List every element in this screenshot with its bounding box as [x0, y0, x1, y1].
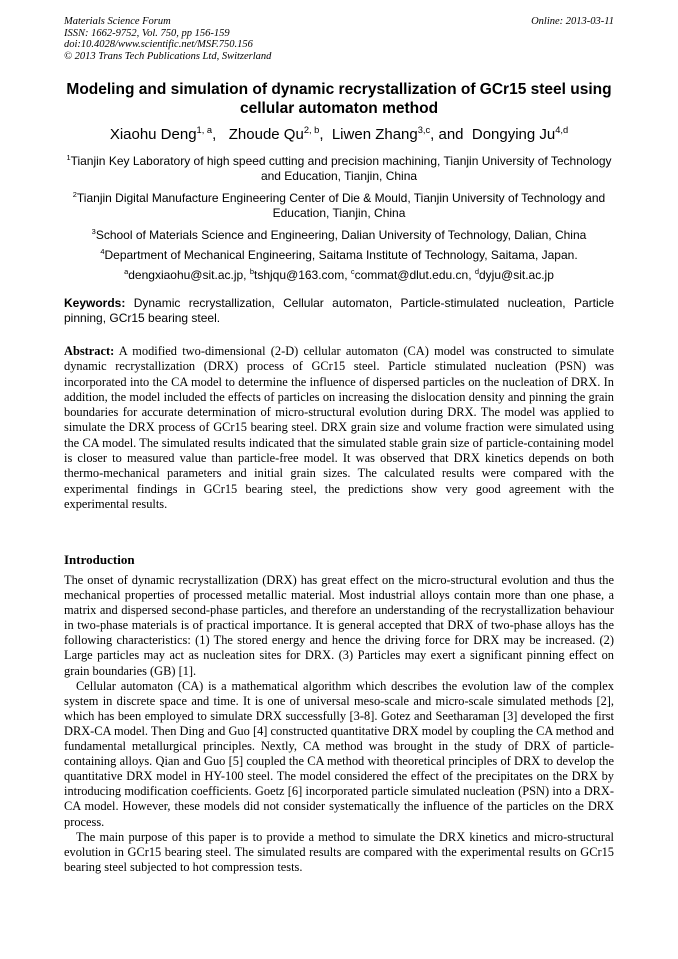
keywords-label: Keywords: — [64, 296, 126, 310]
affiliation-3 — [60, 228, 618, 243]
author-separator: , — [319, 126, 328, 143]
email-marker: c — [350, 267, 355, 276]
online-date: Online: 2013-03-11 — [531, 16, 614, 27]
affiliation-text: Tianjin Key Laboratory of high speed cutting and precision machining, Tianjin University of Technology and Education, Tianjin, China — [70, 154, 612, 183]
abstract-text: A modified two-dimensional (2-D) cellular automaton (CA) model was constructed to simulate dynamic recrystallization (DRX) process of GCr15 steel. Particle stimulated nucleation (PSN) was incorporated into the CA model to determine the influence of dispersed particles on the nucleation of DRX. In addition, the model included the effects of particles on increasing the dislocation density and pinning the grain boundaries for accurate determination of micro-structural evolution during DRX. The model was applied to simulate the DRX process of GCr15 bearing steel. DRX grain size and volume fraction were simulated using the CA model. The simulated results indicated that the simulated stable grain size of particle-containing model is closer to measured value than particle-free model. It was observed that DRX kinetics depends on both thermo-mechanical parameters and initial grain sizes. The calculated results were compared with the experimental findings in GCr15 bearing steel, the predictions show very good agreement with the experimental results. — [64, 344, 614, 511]
abstract-block — [64, 344, 614, 512]
author-marker: 4,d — [555, 125, 569, 135]
author-marker: 3,c — [417, 125, 431, 135]
keywords-block — [64, 296, 618, 326]
email-list — [60, 268, 618, 283]
paragraph: The main purpose of this paper is to provide a method to simulate the DRX kinetics and micro-structural evolution in GCr15 bearing steel. The simulated results are compared with the experimental results on GCr15 bearing steel subjected to hot compression tests. — [64, 829, 614, 874]
paragraph: Cellular automaton (CA) is a mathematical algorithm which describes the evolution law of the complex system in discrete space and time. It is one of universal meso-scale and micro-scale simulated methods [2], which has been employed to simulate DRX successfully [3-8]. Gotez and Seetharaman [3] developed the first DRX-CA model. Then Ding and Guo [4] constructed quantitative DRX model by coupling the CA method and fundamental metallurgical principles. Nextly, CA method was brought in the study of DRX of particle-containing alloys. Qian and Guo [5] coupled the CA method with theoretical principles of DRX to develop the quantitative DRX model in HY-100 steel. The model considered the effect of the precipitates on the DRX by introducing modification coefficients. Goetz [6] incorporated particle simulated nucleation (PSN) into a DRX-CA model. However, these models did not consider systematically the influence of the particles on the DRX process. — [64, 678, 614, 829]
email-address: commat@dlut.edu.cn — [354, 268, 469, 282]
doi-line: doi:10.4028/www.scientific.net/MSF.750.156 — [64, 39, 253, 50]
affiliation-number: 1 — [66, 153, 71, 162]
affiliation-text: School of Materials Science and Engineering, Dalian University of Technology, Dalian, China — [95, 228, 587, 242]
author-name: Xiaohu Deng — [109, 126, 197, 143]
author-separator: , — [212, 126, 225, 143]
author-name: Dongying Ju — [471, 126, 556, 143]
author-list — [40, 126, 638, 144]
email-separator: , — [344, 268, 351, 282]
issn-line: ISSN: 1662-9752, Vol. 750, pp 156-159 — [64, 27, 230, 39]
author-marker: 2, b — [303, 125, 320, 135]
email-separator: , — [243, 268, 250, 282]
paragraph: The onset of dynamic recrystallization (DRX) has great effect on the micro-structural evolution and thus the mechanical properties of processed metallic material. Most industrial alloys contain more than one phase, a matrix and dispersed second-phase particles, and therefore an understanding of the recrystallization behaviour in two-phase materials is of practical importance. It is general accepted that DRX of two-phase alloys has the following characteristics: (1) The stored energy and hence the driving force for DRX may be increased. (2) Large particles may act as nucleation sites for DRX. (3) Particles may exert a significant pinning effect on grain boundaries (GB) [1]. — [64, 573, 614, 678]
author-name: Zhoude Qu — [228, 126, 304, 143]
affiliation-text: Department of Mechanical Engineering, Saitama Institute of Technology, Saitama, Japan. — [104, 248, 578, 262]
author-separator: , and — [430, 126, 468, 143]
section-heading: Introduction — [64, 552, 135, 567]
affiliation-number: 2 — [72, 190, 77, 199]
introduction-body — [64, 573, 614, 875]
journal-name: Materials Science Forum — [64, 16, 171, 27]
copyright-line: © 2013 Trans Tech Publications Ltd, Switzerland — [64, 50, 272, 62]
email-separator: , — [468, 268, 475, 282]
keywords-text: Dynamic recrystallization, Cellular automaton, Particle-stimulated nucleation, Particle pinning, GCr15 bearing steel. — [64, 296, 618, 325]
affiliation-text: Tianjin Digital Manufacture Engineering Center of Die & Mould, Tianjin University of Technology and Education, Tianjin, China — [76, 191, 606, 220]
affiliation-1 — [60, 154, 618, 184]
affiliation-4 — [60, 248, 618, 263]
affiliation-2 — [64, 191, 614, 221]
email-marker: b — [249, 267, 254, 276]
email-address: dengxiaohu@sit.ac.jp — [128, 268, 244, 282]
journal-header — [64, 16, 614, 62]
abstract-label: Abstract: — [64, 344, 115, 358]
affiliation-number: 3 — [91, 227, 96, 236]
email-address: tshjqu@163.com — [253, 268, 345, 282]
paper-title: Modeling and simulation of dynamic recrystallization of GCr15 steel using cellular automaton method — [66, 81, 612, 117]
email-marker: d — [474, 267, 479, 276]
affiliation-number: 4 — [100, 247, 105, 256]
author-marker: 1, a — [196, 125, 213, 135]
author-name: Liwen Zhang — [331, 126, 418, 143]
email-marker: a — [124, 267, 129, 276]
email-address: dyju@sit.ac.jp — [479, 268, 554, 282]
